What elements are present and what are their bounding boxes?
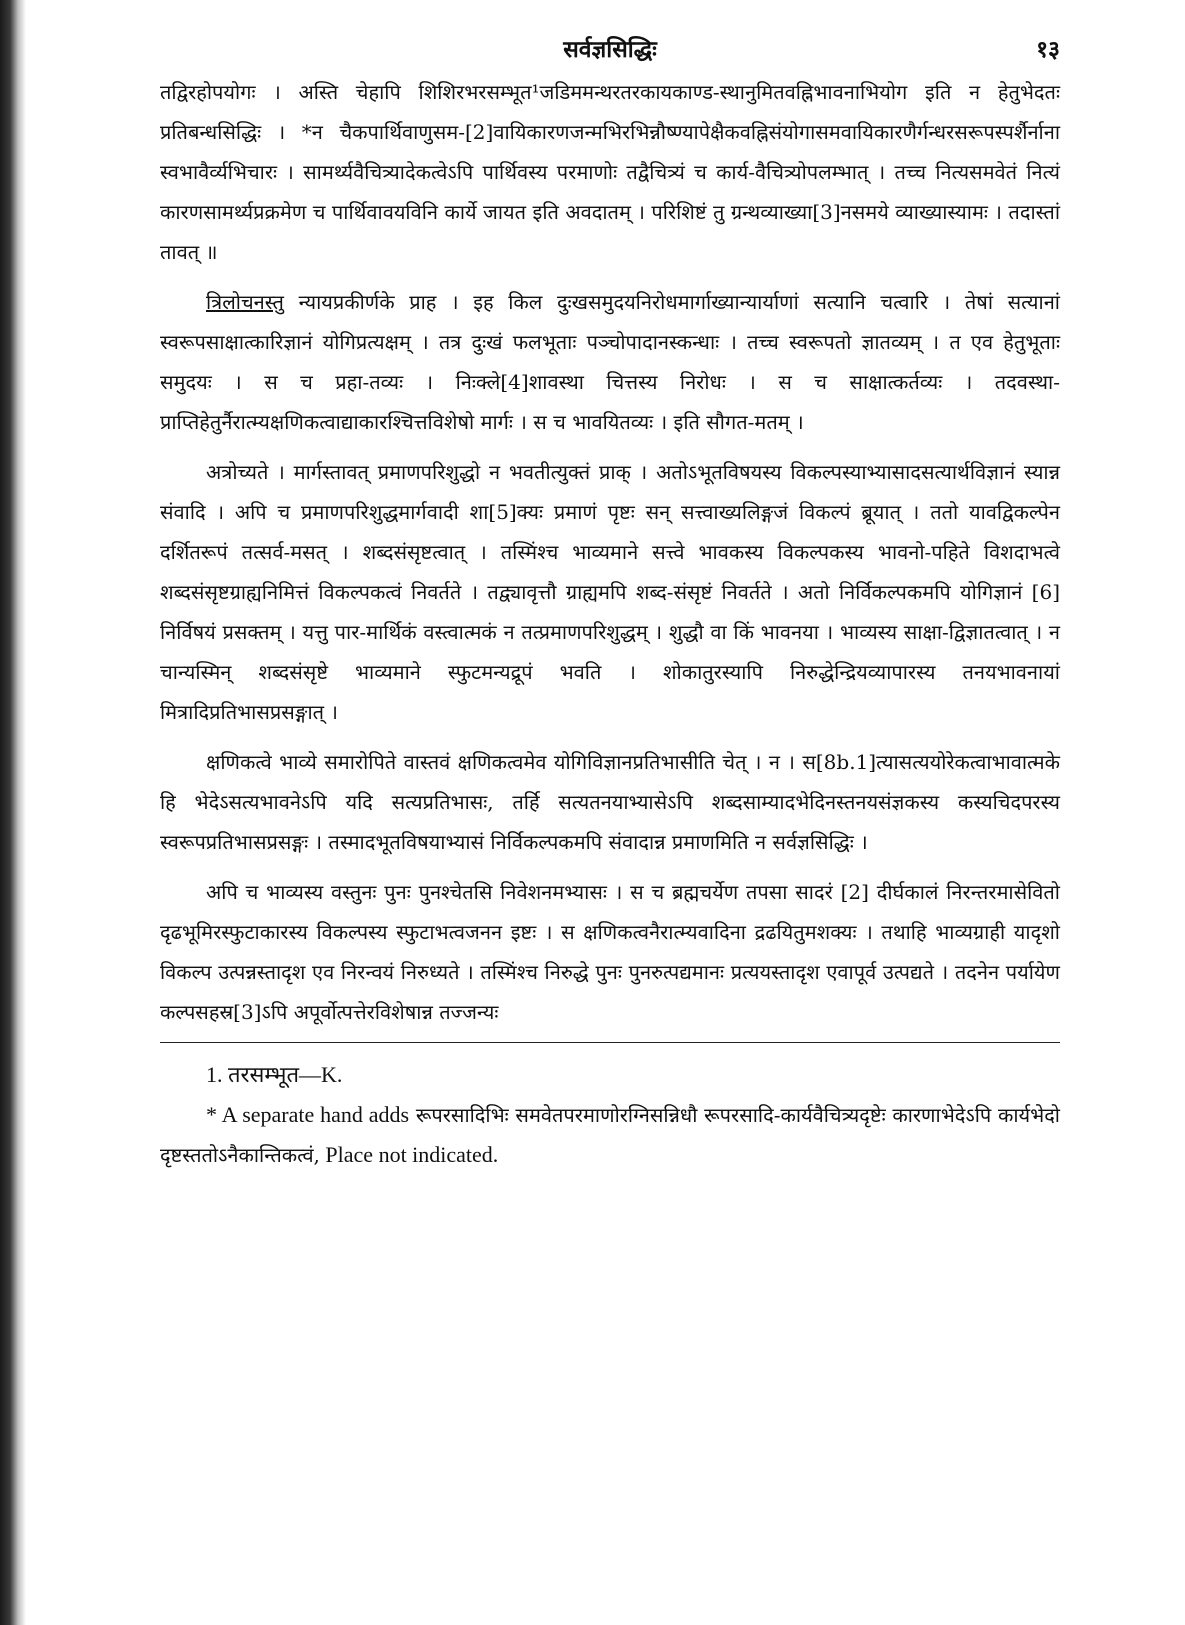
page-number: १३ [1036, 36, 1060, 63]
binding-shadow [0, 0, 26, 1625]
footnotes [160, 1055, 1060, 1175]
footnote-1 [160, 1055, 1060, 1095]
footnote-star [160, 1095, 1060, 1175]
running-header [160, 26, 1060, 72]
book-page [160, 26, 1060, 1175]
paragraph-3 [160, 452, 1060, 732]
footnote-suffix: Place not indicated. [319, 1142, 499, 1167]
underlined-author: त्रिलोचनस्तु [206, 290, 284, 314]
paragraph-text: तद्विरहोपयोगः । अस्ति चेहापि शिशिरभरसम्भूत¹जडिममन्थरतरकायकाण्ड-स्थानुमितवह्निभावनाभियोग इति न हेतुभेदतः प्रतिबन्धसिद्धिः । *न चैकपार्थिवाणुसम-[2]वायिकारणजन्मभिरभिन्नौष्ण्यापेक्षैकवह्निसंयोगासमवायिकारणैर्गन्धरसरूपस्पर्शैर्नाना स्वभावैर्व्यभिचारः । सामर्थ्यवैचित्र्यादेकत्वेऽपि पार्थिवस्य परमाणोः तद्वैचित्र्यं च कार्य-वैचित्र्योपलम्भात् । तच्च नित्यसमवेतं नित्यं कारणसामर्थ्यप्रक्रमेण च पार्थिवावयविनि कार्ये जायत इति अवदातम् । परिशिष्टं तु ग्रन्थव्याख्या[3]नसमये व्याख्यास्यामः । तदास्तां तावत् ॥ [160, 80, 1060, 264]
paragraph-1 [160, 72, 1060, 272]
footnote-text: 1. तरसम्भूत—K. [206, 1062, 343, 1087]
footnote-sanskrit: रूपरसादिभिः समवेतपरमाणोरग्निसन्निधौ रूपरसादि-कार्यवैचित्र्यदृष्टेः कारणाभेदेऽपि कार्यभेदो दृष्टस्ततोऽनैकान्तिकत्वं, [160, 1103, 1060, 1167]
paragraph-2 [160, 282, 1060, 442]
footnote-prefix: * A separate hand adds [206, 1102, 410, 1127]
main-text [160, 72, 1060, 1032]
paragraph-text: क्षणिकत्वे भाव्ये समारोपिते वास्तवं क्षणिकत्वमेव योगिविज्ञानप्रतिभासीति चेत् । न । स[8b.1]त्यासत्ययोरेकत्वाभावात्मके हि भेदेऽसत्यभावनेऽपि यदि सत्यप्रतिभासः, तर्हि सत्यतनयाभ्यासेऽपि शब्दसाम्यादभेदिनस्तनयसंज्ञकस्य कस्यचिदपरस्य स्वरूपप्रतिभासप्रसङ्गः । तस्मादभूतविषयाभ्यासं निर्विकल्पकमपि संवादान्न प्रमाणमिति न सर्वज्ञसिद्धिः । [160, 750, 1060, 854]
paragraph-5 [160, 872, 1060, 1032]
paragraph-4 [160, 742, 1060, 862]
paragraph-text: अत्रोच्यते । मार्गस्तावत् प्रमाणपरिशुद्धो न भवतीत्युक्तं प्राक् । अतोऽभूतविषयस्य विकल्पस्याभ्यासादसत्यार्थविज्ञानं स्यान्न संवादि । अपि च प्रमाणपरिशुद्धमार्गवादी शा[5]क्यः प्रमाणं पृष्टः सन् सत्त्वाख्यलिङ्गजं विकल्पं ब्रूयात् । ततो यावद्विकल्पेन दर्शितरूपं तत्सर्व-मसत् । शब्दसंसृष्टत्वात् । तस्मिंश्च भाव्यमाने सत्त्वे भावकस्य विकल्पकस्य भावनो-पहिते विशदाभत्वे शब्दसंसृष्टग्राह्यनिमित्तं विकल्पकत्वं निवर्तते । तद्व्यावृत्तौ ग्राह्यमपि शब्द-संसृष्टं निवर्तते । अतो निर्विकल्पकमपि योगिज्ञानं [6] निर्विषयं प्रसक्तम् । यत्तु पार-मार्थिकं वस्त्वात्मकं न तत्प्रमाणपरिशुद्धम् । शुद्धौ वा किं भावनया । भाव्यस्य साक्षा-द्विज्ञातत्वात् । न चान्यस्मिन् शब्दसंसृष्टे भाव्यमाने स्फुटमन्यद्रूपं भवति । शोकातुरस्यापि निरुद्धेन्द्रियव्यापारस्य तनयभावनायां मित्रादिप्रतिभासप्रसङ्गात् । [160, 460, 1060, 724]
paragraph-text: अपि च भाव्यस्य वस्तुनः पुनः पुनश्चेतसि निवेशनमभ्यासः । स च ब्रह्मचर्येण तपसा सादरं [2] दीर्घकालं निरन्तरमासेवितो दृढभूमिरस्फुटाकारस्य विकल्पस्य स्फुटाभत्वजनन इष्टः । स क्षणिकत्वनैरात्म्यवादिना द्रढयितुमशक्यः । तथाहि भाव्यग्राही यादृशो विकल्प उत्पन्नस्तादृश एव निरन्वयं निरुध्यते । तस्मिंश्च निरुद्धे पुनः पुनरुत्पद्यमानः प्रत्ययस्तादृश एवापूर्व उत्पद्यते । तदनेन पर्यायेण कल्पसहस्र[3]ऽपि अपूर्वोत्पत्तेरविशेषान्न तज्जन्यः [160, 880, 1060, 1024]
footnote-divider [160, 1042, 1060, 1043]
page-title: सर्वज्ञसिद्धिः [563, 36, 657, 63]
paragraph-text: न्यायप्रकीर्णके प्राह । इह किल दुःखसमुदयनिरोधमार्गाख्यान्यार्याणां सत्यानि चत्वारि । तेषां सत्यानां स्वरूपसाक्षात्कारिज्ञानं योगिप्रत्यक्षम् । तत्र दुःखं फलभूताः पञ्चोपादानस्कन्धाः । तच्च स्वरूपतो ज्ञातव्यम् । त एव हेतुभूताः समुदयः । स च प्रहा-तव्यः । निःक्ले[4]शावस्था चित्तस्य निरोधः । स च साक्षात्कर्तव्यः । तदवस्था-प्राप्तिहेतुर्नैरात्म्यक्षणिकत्वाद्याकारश्चित्तविशेषो मार्गः । स च भावयितव्यः । इति सौगत-मतम् । [160, 290, 1060, 434]
